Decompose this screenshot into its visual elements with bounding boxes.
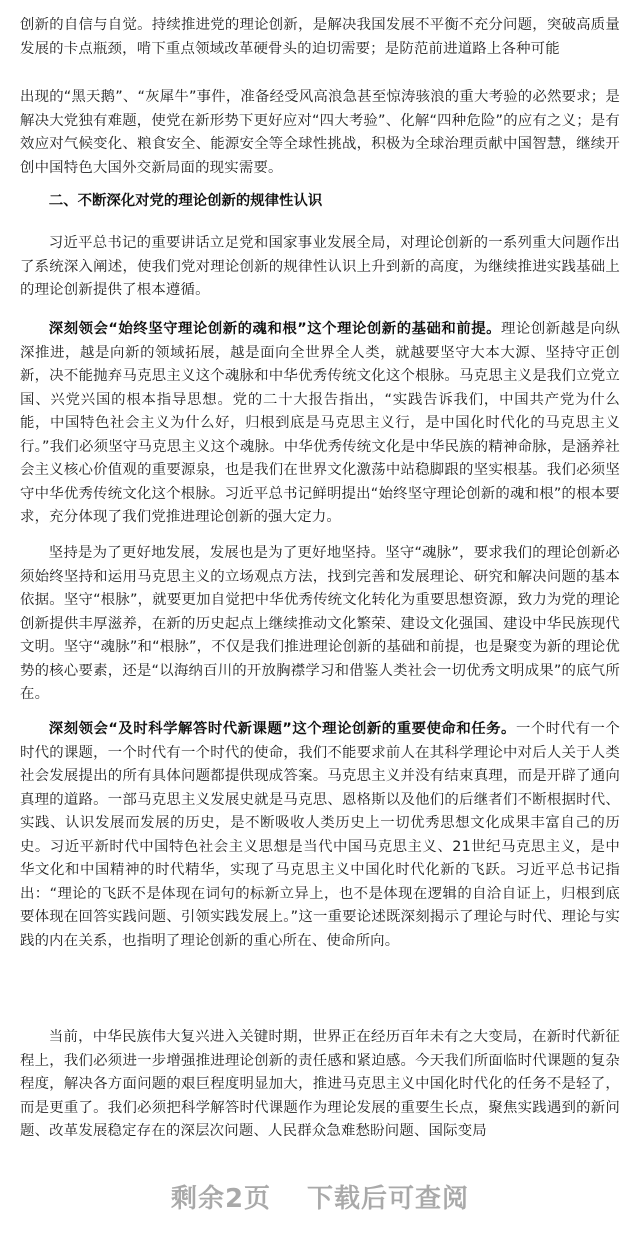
paragraph-lead-bold: 深刻领会“始终坚守理论创新的魂和根”这个理论创新的基础和前提。 bbox=[48, 321, 502, 337]
paragraph-body: 理论创新越是向纵深推进，越是向新的领域拓展，越是面向全世界全人类，就越要坚守大本大源、坚持守正创新，决不能抛弃马克思主义这个魂脉和中华优秀传统文化这个根脉。马克思主义是我们立党立国、兴党兴国的根本指导思想。党的二十大报告指出，“实践告诉我们，中国共产党为什么能，中国特色社会主义为什么好，归根到底是马克思主义行，是中国化时代化的马克思主义行。”我们必须坚守马克思主义这个魂脉。中华优秀传统文化是中华民族的精神命脉，是涵养社会主义核心价值观的重要源泉，也是我们在世界文化激荡中站稳脚跟的坚实根基。我们必须坚守中华优秀传统文化这个根脉。习近平总书记鲜明提出“始终坚守理论创新的魂和根”的根本要求，充分体现了我们党推进理论创新的强大定力。 bbox=[20, 321, 620, 525]
paragraph-requirements: 出现的“黑天鹅”、“灰犀牛”事件，准备经受风高浪急甚至惊涛骇浪的重大考验的必然要求；是解决大党独有难题，使党在新形势下更好应对“四大考验”、化解“四种危险”的应有之义；是有效应对气候变化、粮食安全、能源安全等全球性挑战，积极为全球治理贡献中国智慧，继续开创中国特色大国外交新局面的现实需要。 bbox=[20, 89, 620, 176]
remaining-pages-text: 剩余2页 bbox=[170, 1184, 272, 1214]
download-prompt-banner[interactable] bbox=[0, 1178, 640, 1228]
paragraph-current-situation: 当前，中华民族伟大复兴进入关键时期，世界正在经历百年未有之大变局，在新时代新征程上，我们必须进一步增强推进理论创新的责任感和紧迫感。今天我们所面临时代课题的复杂程度，解决各方面问题的艰巨程度明显加大，推进马克思主义中国化时代化的任务不是轻了，而是更重了。我们必须把科学解答时代课题作为理论发展的重要生长点，聚焦实践遇到的新问题、改革发展稳定存在的深层次问题、人民群众急难愁盼问题、国际变局 bbox=[20, 1029, 620, 1139]
download-to-view-text: 下载后可查阅 bbox=[307, 1184, 470, 1214]
paragraph-speech-summary: 习近平总书记的重要讲话立足党和国家事业发展全局，对理论创新的一系列重大问题作出了系统深入阐述，使我们党对理论创新的规律性认识上升到新的高度，为继续推进实践基础上的理论创新提供了根本遵循。 bbox=[20, 235, 620, 298]
paragraph-lead-bold: 深刻领会“及时科学解答时代新课题”这个理论创新的重要使命和任务。 bbox=[48, 721, 516, 737]
paragraph-new-topics bbox=[20, 718, 620, 953]
paragraph-persist-and-develop: 坚持是为了更好地发展，发展也是为了更好地坚持。坚守“魂脉”，要求我们的理论创新必须始终坚持和运用马克思主义的立场观点方法，找到完善和发展理论、研究和解决问题的基本依据。坚守“根脉”，就要更加自觉把中华优秀传统文化转化为重要思想资源，致力为党的理论创新提供丰厚滋养，在新的历史起点上继续推动文化繁荣、建设文化强国、建设中华民族现代文明。坚守“魂脉”和“根脉”，不仅是我们推进理论创新的基础和前提，也是聚变为新的理论优势的核心要素，还是“以海纳百川的开放胸襟学习和借鉴人类社会一切优秀文明成果”的底气所在。 bbox=[20, 545, 620, 702]
paragraph-soul-and-root bbox=[20, 318, 620, 530]
paragraph-body: 一个时代有一个时代的课题，一个时代有一个时代的使命，我们不能要求前人在其科学理论中对后人关于人类社会发展提出的所有具体问题都提供现成答案。马克思主义并没有结束真理，而是开辟了通向真理的道路。一部马克思主义发展史就是马克思、恩格斯以及他们的后继者们不断根据时代、实践、认识发展而发展的历史，是不断吸收人类历史上一切优秀思想文化成果丰富自己的历史。习近平新时代中国特色社会主义思想是当代中国马克思主义、21世纪马克思主义，是中华文化和中国精神的时代精华，实现了马克思主义中国化时代化新的飞跃。习近平总书记指出：“理论的飞跃不是体现在词句的标新立异上，也不是体现在逻辑的自洽自证上，归根到底要体现在回答实践问题、引领实践发展上。”这一重要论述既深刻揭示了理论与时代、理论与实践的内在关系，也指明了理论创新的重心所在、使命所向。 bbox=[20, 721, 620, 949]
section-heading: 二、不断深化对党的理论创新的规律性认识 bbox=[48, 193, 323, 209]
paragraph-intro-tail: 创新的自信与自觉。持续推进党的理论创新，是解决我国发展不平衡不充分问题，突破高质量发展的卡点瓶颈，啃下重点领域改革硬骨头的迫切需要；是防范前进道路上各种可能 bbox=[20, 17, 620, 57]
